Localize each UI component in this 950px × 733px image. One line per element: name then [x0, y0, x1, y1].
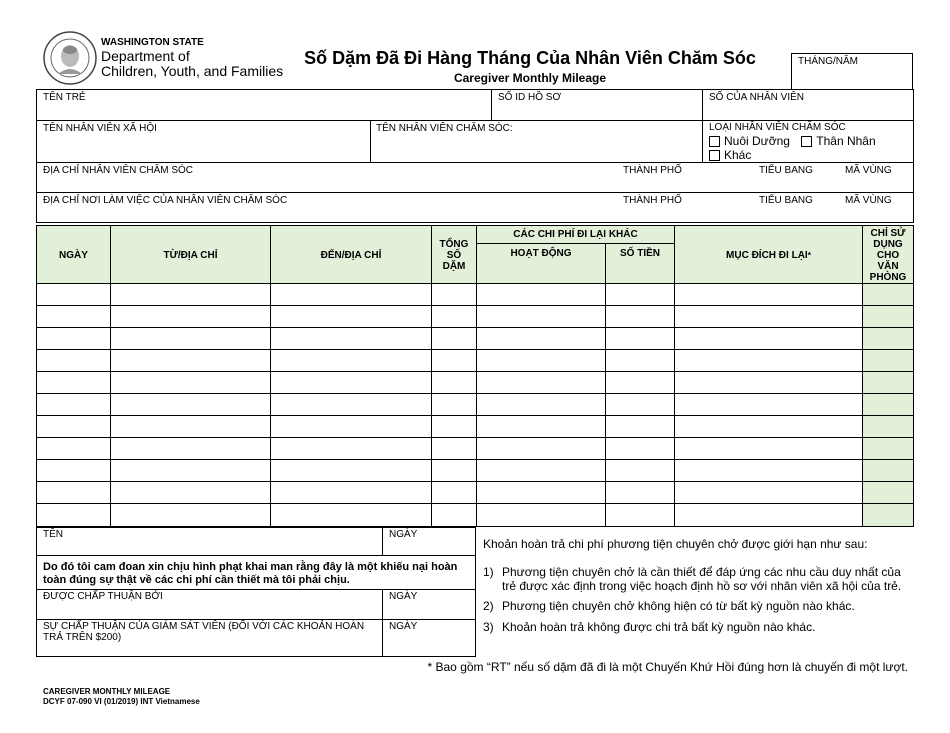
total-miles-cell[interactable] — [432, 416, 477, 438]
amount-cell[interactable] — [606, 284, 675, 306]
state2-label: TIỂU BANG — [759, 195, 813, 206]
to-cell[interactable] — [271, 394, 432, 416]
to-cell[interactable] — [271, 372, 432, 394]
agency-state: WASHINGTON STATE — [101, 37, 204, 48]
mileage-table — [36, 225, 914, 527]
office-use-cell — [863, 284, 913, 306]
child-name-label: TÊN TRẺ — [43, 92, 86, 103]
child-name-field[interactable] — [37, 90, 491, 120]
note-2-number: 2) — [483, 599, 494, 613]
table-row — [37, 284, 913, 306]
col-total-line1: TỔNG — [439, 238, 469, 250]
total-miles-cell[interactable] — [432, 438, 477, 460]
activity-cell[interactable] — [477, 350, 606, 372]
amount-cell[interactable] — [606, 350, 675, 372]
col-total-miles — [432, 226, 477, 284]
signature-date-label: NGÀY — [389, 529, 418, 540]
supervisor-field[interactable] — [37, 620, 382, 656]
footnote: * Bao gồm “RT” nếu số dặm đã đi là một Chuyến Khứ Hồi đúng hơn là chuyến đi một lượt. — [427, 660, 908, 674]
date-cell[interactable] — [37, 328, 111, 350]
page-title: Số Dặm Đã Đi Hàng Tháng Của Nhân Viên Chăm Sóc — [304, 48, 756, 68]
office-use-cell — [863, 306, 913, 328]
total-miles-cell[interactable] — [432, 372, 477, 394]
total-miles-cell[interactable] — [432, 482, 477, 504]
office-use-cell — [863, 482, 913, 504]
supervisor-label: SỰ CHẤP THUẬN CỦA GIÁM SÁT VIÊN (ĐỐI VỚI CÁC KHOẢN HOÀN TRẢ TRÊN $200) — [43, 621, 365, 643]
notes-intro: Khoản hoàn trả chi phí phương tiện chuyên chở được giới hạn như sau: — [483, 537, 868, 551]
work-address-field[interactable] — [37, 193, 913, 222]
total-miles-cell[interactable] — [432, 328, 477, 350]
to-cell[interactable] — [271, 306, 432, 328]
supervisor-date-label: NGÀY — [389, 621, 418, 632]
state-seal-icon — [42, 30, 98, 86]
activity-cell[interactable] — [477, 284, 606, 306]
col-date: NGÀY — [37, 226, 111, 284]
to-cell[interactable] — [271, 350, 432, 372]
work-address-label: ĐỊA CHỈ NƠI LÀM VIỆC CỦA NHÂN VIÊN CHĂM SÓC — [43, 195, 288, 206]
state1-label: TIỂU BANG — [759, 165, 813, 176]
date-cell[interactable] — [37, 350, 111, 372]
amount-cell[interactable] — [606, 394, 675, 416]
office-use-cell — [863, 372, 913, 394]
col-office-line3: CHO — [876, 249, 900, 261]
col-office-line5: PHÒNG — [869, 271, 907, 283]
purpose-cell[interactable] — [675, 504, 863, 526]
month-year-field[interactable] — [791, 53, 913, 90]
note-2: Phương tiện chuyên chở không hiện có từ bất kỳ nguồn nào khác. — [502, 599, 855, 613]
purpose-cell[interactable] — [675, 306, 863, 328]
table-row — [37, 328, 913, 350]
activity-cell[interactable] — [477, 372, 606, 394]
office-use-cell — [863, 504, 913, 526]
activity-cell[interactable] — [477, 394, 606, 416]
foster-checkbox[interactable] — [709, 136, 720, 147]
amount-cell[interactable] — [606, 416, 675, 438]
table-row — [37, 350, 913, 372]
city2-label: THÀNH PHỐ — [623, 195, 682, 206]
purpose-cell[interactable] — [675, 460, 863, 482]
col-amount: SỐ TIỀN — [606, 244, 675, 284]
social-worker-field[interactable] — [37, 121, 370, 162]
caregiver-type-label: LOẠI NHÂN VIÊN CHĂM SÓC — [709, 122, 846, 133]
table-row — [37, 482, 913, 504]
foster-label: Nuôi Dưỡng — [724, 134, 790, 148]
date-cell[interactable] — [37, 372, 111, 394]
to-cell[interactable] — [271, 438, 432, 460]
total-miles-cell[interactable] — [432, 284, 477, 306]
dcyf-logo — [42, 30, 98, 86]
activity-cell[interactable] — [477, 438, 606, 460]
form-name: CAREGIVER MONTHLY MILEAGE — [43, 687, 171, 696]
signature-name-field[interactable] — [37, 528, 382, 555]
amount-cell[interactable] — [606, 328, 675, 350]
col-total-line3: DẶM — [442, 260, 466, 272]
agency-line1: Department of — [101, 48, 190, 64]
date-cell[interactable] — [37, 482, 111, 504]
total-miles-cell[interactable] — [432, 394, 477, 416]
agency-line2: Children, Youth, and Families — [101, 63, 284, 79]
table-row — [37, 416, 913, 438]
city1-label: THÀNH PHỐ — [623, 165, 682, 176]
office-use-cell — [863, 460, 913, 482]
from-cell[interactable] — [111, 504, 271, 526]
amount-cell[interactable] — [606, 438, 675, 460]
col-to: ĐẾN/ĐỊA CHỈ — [271, 226, 432, 284]
date-cell[interactable] — [37, 394, 111, 416]
col-activity: HOẠT ĐỘNG — [477, 244, 606, 284]
table-row — [37, 372, 913, 394]
purpose-cell[interactable] — [675, 372, 863, 394]
note-3: Khoản hoàn trả không được chi trả bất kỳ nguồn nào khác. — [502, 620, 816, 634]
from-cell[interactable] — [111, 306, 271, 328]
note-1-number: 1) — [483, 565, 494, 579]
page-subtitle: Caregiver Monthly Mileage — [453, 71, 607, 85]
caregiver-name-label: TÊN NHÂN VIÊN CHĂM SÓC: — [376, 123, 513, 134]
to-cell[interactable] — [271, 482, 432, 504]
relative-checkbox[interactable] — [801, 136, 812, 147]
date-cell[interactable] — [37, 306, 111, 328]
activity-cell[interactable] — [477, 416, 606, 438]
caregiver-name-field[interactable] — [371, 121, 702, 162]
other-checkbox[interactable] — [709, 150, 720, 161]
col-office-line1: CHỈ SỬ — [870, 227, 906, 239]
amount-cell[interactable] — [606, 504, 675, 526]
date-cell[interactable] — [37, 504, 111, 526]
purpose-cell[interactable] — [675, 328, 863, 350]
case-id-label: SỐ ID HỒ SƠ — [498, 92, 562, 103]
purpose-cell[interactable] — [675, 482, 863, 504]
other-label: Khác — [724, 148, 752, 162]
total-miles-cell[interactable] — [432, 504, 477, 526]
social-worker-label: TÊN NHÂN VIÊN XÃ HỘI — [43, 123, 157, 134]
month-year-label: THÁNG/NĂM — [798, 56, 858, 67]
total-miles-cell[interactable] — [432, 460, 477, 482]
office-use-cell — [863, 438, 913, 460]
from-cell[interactable] — [111, 482, 271, 504]
caregiver-address-label: ĐỊA CHỈ NHÂN VIÊN CHĂM SÓC — [43, 165, 194, 176]
activity-cell[interactable] — [477, 328, 606, 350]
purpose-cell[interactable] — [675, 350, 863, 372]
purpose-cell[interactable] — [675, 394, 863, 416]
table-row — [37, 394, 913, 416]
amount-cell[interactable] — [606, 482, 675, 504]
col-other-costs: CÁC CHI PHÍ ĐI LẠI KHÁC — [477, 226, 675, 244]
date-cell[interactable] — [37, 438, 111, 460]
to-cell[interactable] — [271, 504, 432, 526]
to-cell[interactable] — [271, 416, 432, 438]
form-id: DCYF 07-090 VI (01/2019) INT Vietnamese — [43, 697, 200, 706]
activity-cell[interactable] — [477, 460, 606, 482]
from-cell[interactable] — [111, 284, 271, 306]
col-total-line2: SỐ — [446, 249, 462, 261]
amount-cell[interactable] — [606, 306, 675, 328]
from-cell[interactable] — [111, 328, 271, 350]
total-miles-cell[interactable] — [432, 350, 477, 372]
provider-number-field[interactable] — [703, 90, 913, 120]
case-id-field[interactable] — [492, 90, 702, 120]
from-cell[interactable] — [111, 438, 271, 460]
date-cell[interactable] — [37, 284, 111, 306]
purpose-cell[interactable] — [675, 438, 863, 460]
office-use-cell — [863, 328, 913, 350]
caregiver-address-field[interactable] — [37, 163, 913, 192]
col-from: TỪ/ĐỊA CHỈ — [111, 226, 271, 284]
note-3-number: 3) — [483, 620, 494, 634]
zip1-label: MÃ VÙNG — [845, 165, 892, 176]
office-use-cell — [863, 416, 913, 438]
zip2-label: MÃ VÙNG — [845, 195, 892, 206]
table-row — [37, 438, 913, 460]
purpose-cell[interactable] — [675, 284, 863, 306]
from-cell[interactable] — [111, 372, 271, 394]
amount-cell[interactable] — [606, 372, 675, 394]
supervisor-date-field[interactable] — [383, 620, 475, 656]
office-use-cell — [863, 394, 913, 416]
caregiver-type-field — [703, 121, 913, 162]
col-purpose-mark: * — [807, 249, 811, 260]
table-row — [37, 306, 913, 328]
signature-date-field[interactable] — [383, 528, 475, 555]
note-1: Phương tiện chuyên chở là cần thiết để đáp ứng các nhu cầu duy nhất của trẻ được xác định trong việc hoạch định hồ sơ với nhân viên xã hội của trẻ. — [502, 565, 902, 593]
activity-cell[interactable] — [477, 504, 606, 526]
total-miles-cell[interactable] — [432, 306, 477, 328]
from-cell[interactable] — [111, 460, 271, 482]
to-cell[interactable] — [271, 328, 432, 350]
table-body — [37, 284, 913, 526]
relative-label: Thân Nhân — [816, 134, 876, 148]
col-office-line2: DỤNG — [873, 238, 903, 250]
approved-date-label: NGÀY — [389, 591, 418, 602]
table-row — [37, 460, 913, 482]
approved-date-field[interactable] — [383, 590, 475, 619]
approved-by-label: ĐƯỢC CHẤP THUẬN BỞI — [43, 591, 163, 602]
col-office-use — [863, 226, 913, 284]
amount-cell[interactable] — [606, 460, 675, 482]
col-purpose-label: MỤC ĐÍCH ĐI LẠI — [726, 249, 808, 261]
provider-number-label: SỐ CỦA NHÂN VIÊN — [709, 92, 805, 103]
approved-by-field[interactable] — [37, 590, 382, 619]
from-cell[interactable] — [111, 394, 271, 416]
date-cell[interactable] — [37, 460, 111, 482]
signature-name-label: TÊN — [43, 529, 63, 540]
to-cell[interactable] — [271, 460, 432, 482]
to-cell[interactable] — [271, 284, 432, 306]
activity-cell[interactable] — [477, 482, 606, 504]
office-use-cell — [863, 350, 913, 372]
date-cell[interactable] — [37, 416, 111, 438]
table-row — [37, 504, 913, 526]
col-office-line4: VĂN — [877, 260, 899, 272]
from-cell[interactable] — [111, 416, 271, 438]
certification-text: Do đó tôi cam đoan xin chịu hình phạt khai man rằng đây là một khiếu nại hoàn toàn đúng sự thật về các chi phí cần thiết mà tôi phải chịu. — [43, 561, 458, 586]
col-purpose — [675, 226, 863, 284]
activity-cell[interactable] — [477, 306, 606, 328]
purpose-cell[interactable] — [675, 416, 863, 438]
from-cell[interactable] — [111, 350, 271, 372]
